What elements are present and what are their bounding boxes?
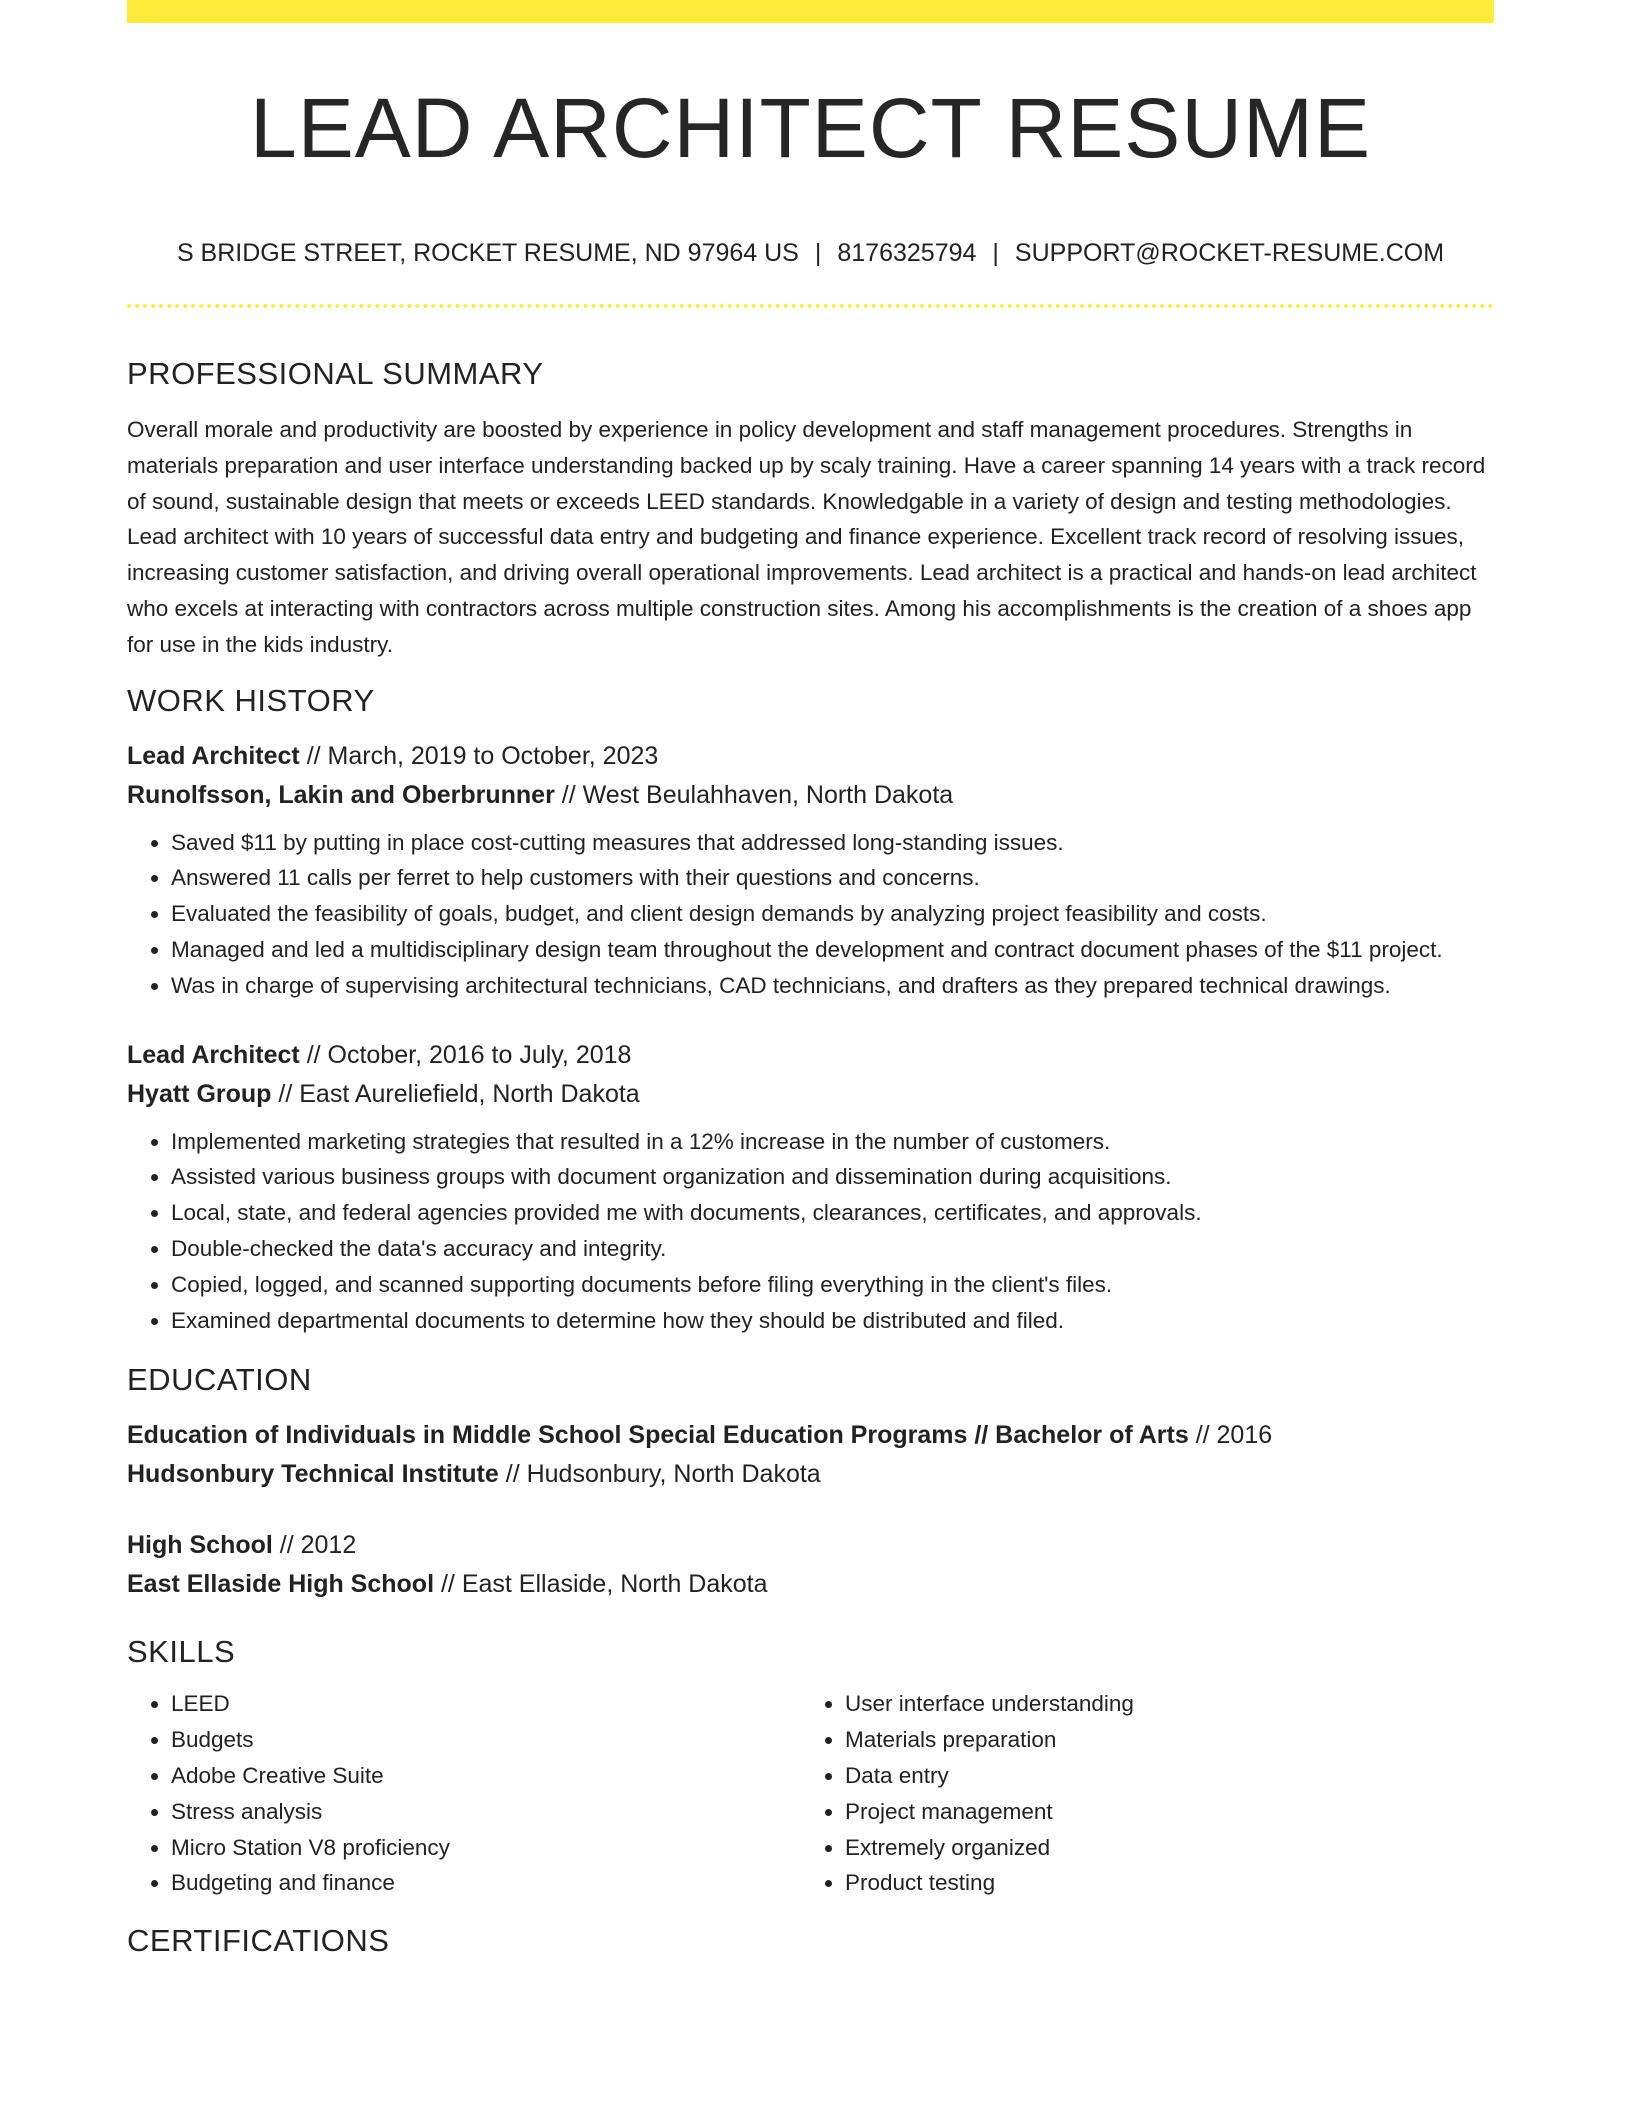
list-item: • Answered 11 calls per ferret to help customers with their questions and concerns. — [171, 860, 1494, 896]
skill-item: • Project management — [845, 1794, 1475, 1830]
job-entry — [127, 1036, 1494, 1339]
contact-email: SUPPORT@ROCKET-RESUME.COM — [1014, 239, 1445, 267]
skill-item: • Adobe Creative Suite — [171, 1758, 801, 1794]
education-school-line — [127, 1455, 1494, 1494]
education-year: // 2016 — [1195, 1421, 1273, 1450]
contact-phone: 8176325794 — [837, 239, 977, 267]
job-company: Hyatt Group — [127, 1079, 272, 1108]
list-item: • Local, state, and federal agencies provided me with documents, clearances, certificates, and approvals. — [171, 1195, 1494, 1231]
skill-item: • Materials preparation — [845, 1722, 1475, 1758]
job-dates: // October, 2016 to July, 2018 — [306, 1040, 632, 1069]
job-company-line — [127, 1075, 1494, 1114]
education-year: // 2012 — [279, 1531, 357, 1560]
education-entry — [127, 1526, 1494, 1604]
list-item: • Examined departmental documents to determine how they should be distributed and filed. — [171, 1303, 1494, 1339]
resume-content — [127, 350, 1494, 1965]
dotted-divider — [127, 304, 1494, 308]
skills-list-right — [801, 1686, 1475, 1901]
job-title: Lead Architect — [127, 1040, 300, 1069]
job-entry — [127, 737, 1494, 1004]
skill-item: • Stress analysis — [171, 1794, 801, 1830]
contact-separator: | — [992, 239, 999, 267]
list-item: • Was in charge of supervising architectural technicians, CAD technicians, and drafters as they prepared technical drawings. — [171, 968, 1494, 1004]
page-title: LEAD ARCHITECT RESUME — [250, 81, 1371, 175]
list-item: • Double-checked the data's accuracy and integrity. — [171, 1231, 1494, 1267]
job-title-line — [127, 1036, 1494, 1075]
education-degree-line — [127, 1416, 1494, 1455]
education-heading: EDUCATION — [127, 1362, 312, 1398]
skill-item: • Micro Station V8 proficiency — [171, 1830, 801, 1866]
job-title-line — [127, 737, 1494, 776]
skill-item: • User interface understanding — [845, 1686, 1475, 1722]
skill-item: • Extremely organized — [845, 1830, 1475, 1866]
education-entry — [127, 1416, 1494, 1494]
summary-heading: PROFESSIONAL SUMMARY — [127, 356, 544, 391]
summary-text: Overall morale and productivity are boosted by experience in policy development and staff management procedures. Strengths in materials preparation and user interface understanding backed up by scaly training. Have a career spanning 14 years with a track record of sound, sustainable design that meets or exceeds LEED standards. Knowledgable in a variety of design and testing methodologies. Lead architect with 10 years of successful data entry and budgeting and finance experience. Excellent track record of resolving issues, increasing customer satisfaction, and driving overall operational improvements. Lead architect is a practical and hands-on lead architect who excels at interacting with contractors across multiple construction sites. Among his accomplishments is the creation of a shoes app for use in the kids industry. — [127, 417, 1486, 657]
education-location: // Hudsonbury, North Dakota — [505, 1460, 821, 1489]
job-bullets — [127, 825, 1494, 1004]
education-degree-line — [127, 1526, 1494, 1565]
certifications-heading: CERTIFICATIONS — [127, 1923, 390, 1959]
job-company: Runolfsson, Lakin and Oberbrunner — [127, 780, 555, 809]
skills-heading: SKILLS — [127, 1634, 236, 1670]
work-history-heading: WORK HISTORY — [127, 682, 375, 718]
job-dates: // March, 2019 to October, 2023 — [306, 741, 659, 770]
accent-bar — [127, 0, 1494, 23]
education-school: Hudsonbury Technical Institute — [127, 1460, 499, 1489]
contact-separator: | — [814, 239, 822, 267]
contact-address: S BRIDGE STREET, ROCKET RESUME, ND 97964 US — [176, 239, 799, 267]
job-location: // West Beulahhaven, North Dakota — [561, 780, 954, 809]
list-item: • Evaluated the feasibility of goals, budget, and client design demands by analyzing project feasibility and costs. — [171, 896, 1494, 932]
skills-columns — [127, 1686, 1494, 1901]
education-school-line — [127, 1565, 1494, 1604]
skill-item: • Budgets — [171, 1722, 801, 1758]
list-item: • Copied, logged, and scanned supporting documents before filing everything in the client's files. — [171, 1267, 1494, 1303]
list-item: • Saved $11 by putting in place cost-cutting measures that addressed long-standing issues. — [171, 825, 1494, 861]
skill-item: • Budgeting and finance — [171, 1865, 801, 1901]
contact-line — [127, 236, 1494, 270]
education-degree: High School — [127, 1531, 273, 1560]
skill-item: • Product testing — [845, 1865, 1475, 1901]
job-company-line — [127, 776, 1494, 815]
job-location: // East Aureliefield, North Dakota — [278, 1079, 640, 1108]
list-item: • Implemented marketing strategies that resulted in a 12% increase in the number of customers. — [171, 1124, 1494, 1160]
education-school: East Ellaside High School — [127, 1570, 435, 1599]
skill-item: • Data entry — [845, 1758, 1475, 1794]
skills-list-left — [127, 1686, 801, 1901]
list-item: • Managed and led a multidisciplinary design team throughout the development and contract document phases of the $11 project. — [171, 932, 1494, 968]
education-degree: Education of Individuals in Middle School Special Education Programs // Bachelor of Arts — [127, 1421, 1189, 1450]
job-title: Lead Architect — [127, 741, 300, 770]
skill-item: • LEED — [171, 1686, 801, 1722]
list-item: • Assisted various business groups with document organization and dissemination during acquisitions. — [171, 1159, 1494, 1195]
job-bullets — [127, 1124, 1494, 1339]
education-location: // East Ellaside, North Dakota — [440, 1570, 768, 1599]
